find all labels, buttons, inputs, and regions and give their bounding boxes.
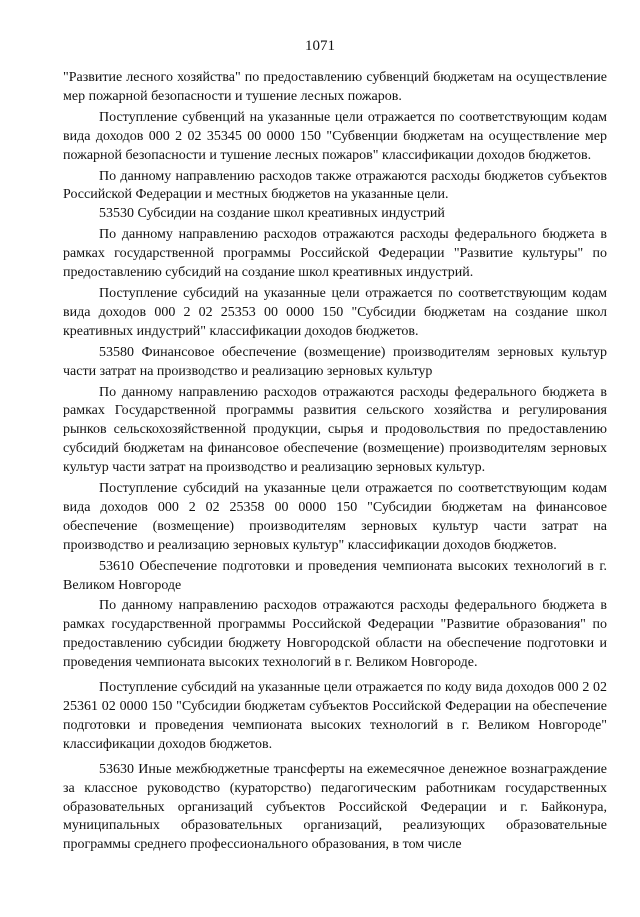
section-heading-53630: 53630 Иные межбюджетные трансферты на ежемесячное денежное вознаграждение за классное руководство (кураторство) педагогическим работникам государственных образовательных организаций субъектов Российской Федерации и г. Байконура, муниципальных образовательных организаций, реализующих образовательные программы среднего профессионального образования, в том числе	[63, 761, 607, 853]
paragraph-subvention-revenue: Поступление субвенций на указанные цели отражается по соответствующим кодам вида доходов 000 2 02 35345 00 0000 150 "Субвенции бюджетам на осуществление мер пожарной безопасности и тушение лесных пожаров" классификации доходов бюджетов.	[63, 109, 607, 163]
section-heading-53530: 53530 Субсидии на создание школ креативных индустрий	[99, 206, 445, 222]
page-number: 1071	[305, 38, 335, 54]
paragraph-53610-revenue: Поступление субсидий на указанные цели отражается по коду вида доходов 000 2 02 25361 02 0000 150 "Субсидии бюджетам субъектов Российской Федерации на обеспечение подготовки и проведения чемпионата высоких технологий в г. Великом Новгороде" классификации доходов бюджетов.	[63, 680, 607, 752]
section-heading-53610: 53610 Обеспечение подготовки и проведения чемпионата высоких технологий в г. Великом Новгороде	[63, 558, 607, 593]
paragraph-53580-revenue: Поступление субсидий на указанные цели отражается по соответствующим кодам вида доходов 000 2 02 25358 00 0000 150 "Субсидии бюджетам на финансовое обеспечение (возмещение) производителям зерновых культур части затрат на производство и реализацию зерновых культур" классификации доходов бюджетов.	[63, 481, 607, 553]
paragraph-53580-expenses: По данному направлению расходов отражаются расходы федерального бюджета в рамках Государственной программы развития сельского хозяйства и регулирования рынков сельскохозяйственной продукции, сырья и продовольствия по предоставлению субсидий бюджетам на финансовое обеспечение (возмещение) производителям зерновых культур части затрат на производство и реализацию зерновых культур.	[63, 384, 607, 476]
section-heading-53580: 53580 Финансовое обеспечение (возмещение) производителям зерновых культур части затрат на производство и реализацию зерновых культур	[63, 344, 607, 379]
document-body	[63, 69, 607, 855]
paragraph-forestry-continuation: "Развитие лесного хозяйства" по предоставлению субвенций бюджетам на осуществление мер пожарной безопасности и тушение лесных пожаров.	[63, 70, 607, 104]
paragraph-regional-expenses: По данному направлению расходов также отражаются расходы бюджетов субъектов Российской Федерации и местных бюджетов на указанные цели.	[63, 168, 607, 203]
paragraph-53610-expenses: По данному направлению расходов отражаются расходы федерального бюджета в рамках государственной программы Российской Федерации "Развитие образования" по предоставлению субсидии бюджету Новгородской области на обеспечение подготовки и проведения чемпионата высоких технологий в г. Великом Новгороде.	[63, 598, 607, 671]
paragraph-53530-revenue: Поступление субсидий на указанные цели отражается по соответствующим кодам вида доходов 000 2 02 25353 00 0000 150 "Субсидии бюджетам на создание школ креативных индустрий" классификации доходов бюджетов.	[63, 285, 607, 339]
paragraph-53530-expenses: По данному направлению расходов отражаются расходы федерального бюджета в рамках государственной программы Российской Федерации "Развитие культуры" по предоставлению субсидий на создание школ креативных индустрий.	[63, 227, 607, 281]
